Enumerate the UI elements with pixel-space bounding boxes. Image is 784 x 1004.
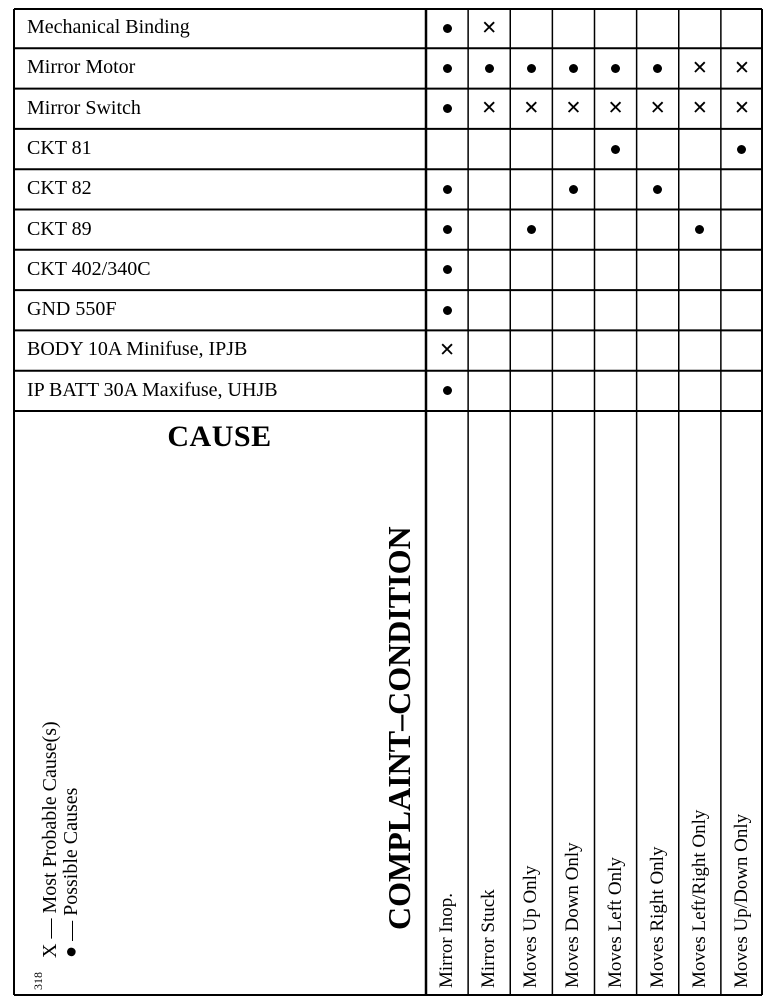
possible-cause-dot <box>637 169 679 209</box>
possible-cause-dot <box>426 290 468 330</box>
most-probable-x <box>426 330 468 370</box>
possible-cause-dot <box>426 8 468 48</box>
possible-cause-dot <box>426 169 468 209</box>
legend-x-text: — Most Probable Cause(s) <box>39 721 61 939</box>
cause-title: CAUSE <box>167 420 272 453</box>
possible-cause-dot <box>426 48 468 88</box>
page-number: 318 <box>31 972 45 990</box>
cause-label: IP BATT 30A Maxifuse, UHJB <box>27 378 278 401</box>
cause-label: Mirror Switch <box>27 96 141 119</box>
x-icon: ✕ <box>607 97 624 120</box>
possible-cause-dot <box>552 48 594 88</box>
most-probable-x <box>679 89 721 129</box>
condition-label: Moves Left Only <box>604 857 626 988</box>
x-icon: ✕ <box>481 97 498 120</box>
dot-icon <box>443 265 452 274</box>
dot-icon <box>611 64 620 73</box>
dot-icon <box>485 64 494 73</box>
dot-icon <box>443 306 452 315</box>
dot-icon <box>527 64 536 73</box>
possible-cause-dot <box>552 169 594 209</box>
most-probable-x <box>468 89 510 129</box>
possible-cause-dot <box>426 371 468 411</box>
possible-cause-dot <box>595 129 637 169</box>
diagnosis-chart <box>13 8 763 996</box>
x-icon: ✕ <box>691 97 708 120</box>
most-probable-x <box>637 89 679 129</box>
dot-icon <box>737 145 746 154</box>
legend-item-possible <box>60 788 83 958</box>
possible-cause-dot <box>510 210 552 250</box>
condition-label: Moves Up/Down Only <box>730 813 752 988</box>
legend-x-symbol: X <box>39 943 61 958</box>
dot-icon <box>569 185 578 194</box>
cause-label: CKT 89 <box>27 217 92 240</box>
legend-dot-symbol: ● <box>60 945 82 958</box>
dot-icon <box>527 225 536 234</box>
possible-cause-dot <box>637 48 679 88</box>
dot-icon <box>695 225 704 234</box>
cause-label: Mirror Motor <box>27 56 136 79</box>
most-probable-x <box>552 89 594 129</box>
dot-icon <box>443 225 452 234</box>
cause-label: BODY 10A Minifuse, IPJB <box>27 338 248 361</box>
condition-label: Mirror Inop. <box>436 893 457 988</box>
possible-cause-dot <box>679 210 721 250</box>
possible-cause-dot <box>510 48 552 88</box>
condition-label: Moves Up Only <box>520 865 542 988</box>
cause-label: CKT 402/340C <box>27 257 151 280</box>
x-icon: ✕ <box>733 56 750 79</box>
condition-label: Mirror Stuck <box>478 889 500 988</box>
dot-icon <box>653 64 662 73</box>
x-icon: ✕ <box>733 97 750 120</box>
dot-icon <box>443 185 452 194</box>
possible-cause-dot <box>468 48 510 88</box>
dot-icon <box>443 104 452 113</box>
complaint-condition-heading: COMPLAINT–CONDITION <box>381 526 417 930</box>
cause-label: GND 550F <box>27 298 117 321</box>
most-probable-x <box>595 89 637 129</box>
condition-label: Moves Down Only <box>562 842 584 988</box>
condition-label: Moves Left/Right Only <box>688 809 710 988</box>
x-icon: ✕ <box>649 97 666 120</box>
most-probable-x <box>721 48 763 88</box>
x-icon: ✕ <box>691 56 708 79</box>
cause-label: CKT 82 <box>27 177 92 200</box>
dot-icon <box>569 64 578 73</box>
dot-icon <box>443 64 452 73</box>
condition-label: Moves Right Only <box>646 846 668 988</box>
possible-cause-dot <box>595 48 637 88</box>
cause-label: CKT 81 <box>27 136 92 159</box>
dot-icon <box>443 386 452 395</box>
dot-icon <box>653 185 662 194</box>
possible-cause-dot <box>426 210 468 250</box>
x-icon: ✕ <box>481 16 498 39</box>
most-probable-x <box>468 8 510 48</box>
most-probable-x <box>721 89 763 129</box>
cause-label: Mechanical Binding <box>27 16 190 38</box>
possible-cause-dot <box>426 250 468 290</box>
dot-icon <box>611 145 620 154</box>
x-icon: ✕ <box>565 97 582 120</box>
most-probable-x <box>679 48 721 88</box>
x-icon: ✕ <box>439 339 456 362</box>
most-probable-x <box>510 89 552 129</box>
legend-item-most-probable <box>39 721 62 958</box>
possible-cause-dot <box>426 89 468 129</box>
dot-icon <box>443 24 452 33</box>
possible-cause-dot <box>721 129 763 169</box>
x-icon: ✕ <box>523 97 540 120</box>
legend-dot-text: — Possible Causes <box>60 787 82 941</box>
